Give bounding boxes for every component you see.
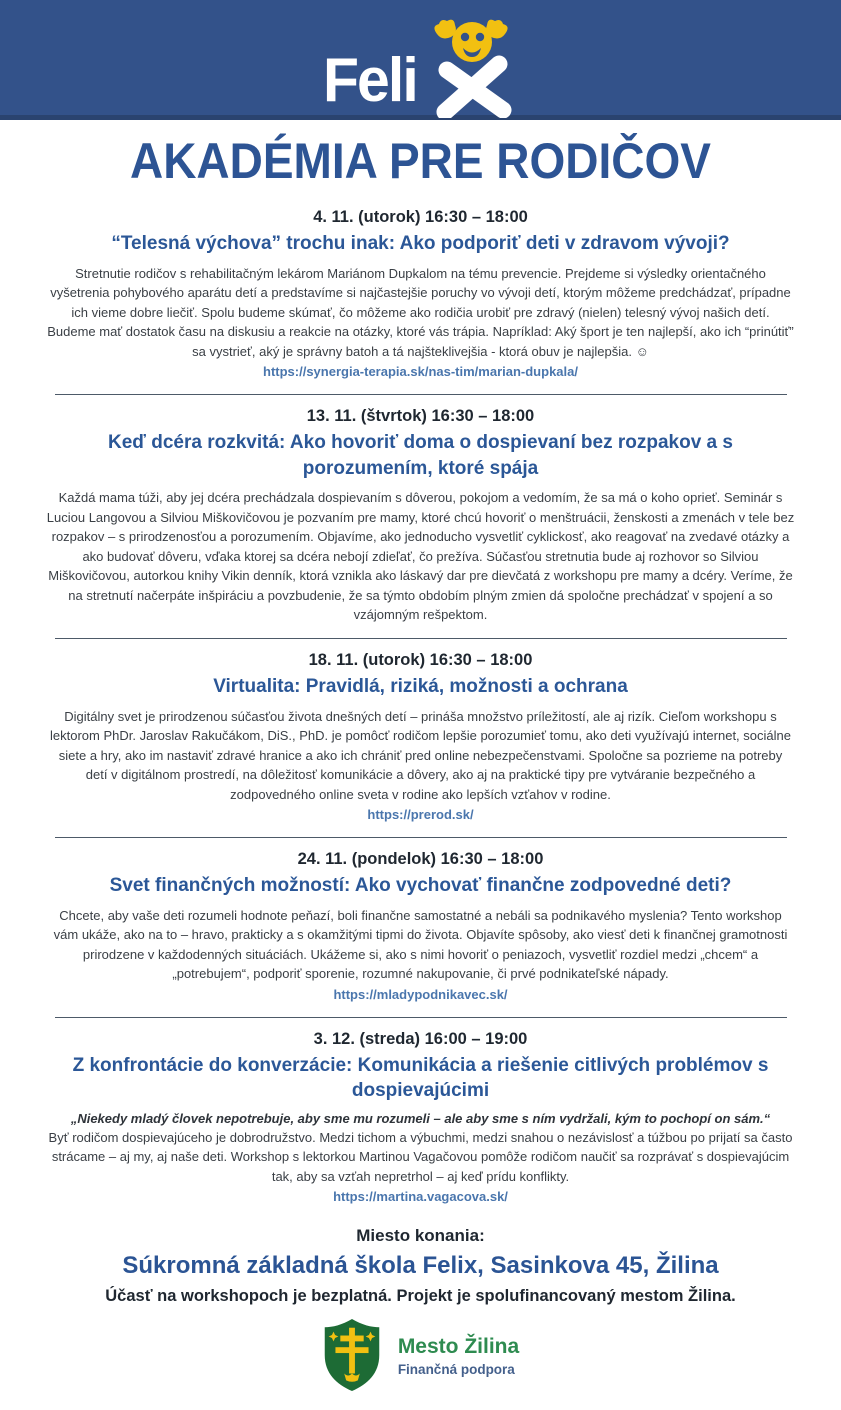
session-description: Chcete, aby vaše deti rozumeli hodnote peňazí, boli finančne samostatné a nebáli sa podnikavého myslenia? Tento workshop vám ukáže, ako na to – hravo, prakticky a s okamžitými tipmi do života. Objavíte spôsoby, ako viesť deti k finančnej gramotnosti prirodzene v každodenných situáciách. Ukážeme si, ako s nimi hovoriť o peniazoch, vysvetliť rozdiel medzi „chcem“ a „potrebujem“, podporiť sporenie, rozumné nakupovanie, či prvé podnikateľské nápady. — [53, 907, 788, 982]
page-title: AKADÉMIA PRE RODIČOV — [129, 133, 712, 189]
session-date: 13. 11. (štvrtok) 16:30 – 18:00 — [306, 407, 535, 426]
sponsor-text — [398, 1334, 519, 1377]
session-description: Byť rodičom dospievajúceho je dobrodružstvo. Medzi tichom a výbuchmi, medzi snahou o nezávislosť a túžbou po prijatí sa často strácame – aj my, aj naše deti. Workshop s lektorkou Martinou Vagačovou pomôže rodičom naučiť sa rozprávať s dospievajúcim tak, aby sa vzťah nepretrhol – aj keď prídu konflikty. — [48, 1129, 793, 1184]
session-link[interactable]: https://martina.vagacova.sk/ — [333, 1189, 508, 1205]
session-title: Virtualita: Pravidlá, riziká, možnosti a ochrana — [213, 675, 628, 697]
session-item — [0, 841, 841, 1014]
session-description: Digitálny svet je prirodzenou súčasťou života dnešných detí – prináša množstvo príležitostí, ale aj rizík. Cieľom workshopu s lektorom PhDr. Jaroslav Rakučákom, DiS., PhD. je pomôcť rodičom lepšie porozumieť tomu, ako deti využívajú internet, sociálne siete a hry, ako im nastaviť zdravé hranice a ako ich chrániť pred online nebezpečenstvami. Spoločne sa pozrieme na potreby detí v digitálnom prostredí, na dôležitosť komunikácie a dôvery, ako aj na praktické tipy pre vytváranie bezpečného a zodpovedného online sveta v rodine ako lepších vzťahov v rodine. — [50, 708, 791, 802]
felix-logo — [318, 12, 523, 115]
section-divider — [55, 837, 787, 838]
session-title: Z konfrontácie do konverzácie: Komunikácia a riešenie citlivých problémov s dospievajúcimi — [72, 1054, 769, 1102]
session-title: “Telesná výchova” trochu inak: Ako podporiť deti v zdravom vývoji? — [111, 233, 730, 254]
sponsor-logo — [0, 1318, 841, 1410]
session-title: Svet finančných možností: Ako vychovať finančne zodpovedné deti? — [109, 875, 732, 897]
sponsor-subtitle: Finančná podpora — [397, 1362, 515, 1378]
session-item — [0, 398, 841, 635]
header-banner — [0, 0, 841, 120]
session-date: 3. 12. (streda) 16:00 – 19:00 — [313, 1029, 528, 1048]
venue-name: Súkromná základná škola Felix, Sasinkova 45, Žilina — [122, 1252, 719, 1280]
section-divider — [55, 1017, 787, 1018]
section-divider — [55, 638, 787, 639]
session-link[interactable]: https://prerod.sk/ — [367, 807, 474, 823]
session-title: Keď dcéra rozkvitá: Ako hovoriť doma o dospievaní bez rozpakov a s porozumením, ktoré spája — [108, 432, 733, 479]
venue-label: Miesto konania: — [356, 1226, 485, 1246]
sponsor-name: Mesto Žilina — [397, 1334, 520, 1358]
session-link[interactable]: https://mladypodnikavec.sk/ — [333, 986, 508, 1002]
session-date: 4. 11. (utorok) 16:30 – 18:00 — [313, 208, 528, 226]
session-item — [0, 642, 841, 834]
venue-note: Účasť na workshopoch je bezplatná. Projekt je spolufinancovaný mestom Žilina. — [105, 1287, 736, 1306]
session-date: 18. 11. (utorok) 16:30 – 18:00 — [308, 650, 533, 669]
felix-mascot-icon — [419, 18, 523, 118]
felix-logo-text: Feli — [323, 45, 417, 115]
zilina-coat-of-arms-icon — [322, 1318, 382, 1392]
session-description: Stretnutie rodičov s rehabilitačným lekárom Mariánom Dupkalom na tému prevencie. Prejdeme si výsledky orientačného vyšetrenia pohybového aparátu detí a predstavíme si najčastejšie poruchy vo vývoji detí, ktorým môžeme predchádzať, prípadne ich vieme dobre liečiť. Spolu budeme skúmať, čo môžeme ako rodičia urobiť pre zdravý (nielen) telesný vývoj našich detí. Budeme mať dostatok času na diskusiu a reakcie na otázky, ktoré vás trápia. Napríklad: Aký šport je ten najlepší, ako ich “prinútiť” sa vystrieť, aký je správny batoh a tá najšteklivejšia - ktorá obuv je najlepšia. ☺ — [47, 265, 794, 359]
session-item — [0, 199, 841, 391]
footer — [0, 1216, 841, 1410]
session-date: 24. 11. (pondelok) 16:30 – 18:00 — [297, 850, 544, 869]
sessions-list — [0, 195, 841, 1216]
session-item — [0, 1021, 841, 1217]
section-divider — [55, 394, 787, 395]
session-link[interactable]: https://synergia-terapia.sk/nas-tim/marian-dupkala/ — [263, 364, 578, 380]
session-description: Každá mama túži, aby jej dcéra prechádzala dospievaním s dôverou, pokojom a vedomím, že sa má o koho oprieť. Seminár s Luciou Langovou a Silviou Miškovičovou je pozvaním pre mamy, ktoré chcú hovoriť o menštruácii, ženskosti a zmenách v tele bez rozpakov – s prirodzenosťou a porozumením. Objavíme, ako jednoducho vysvetliť cyklickosť, ako reagovať na zvedavé otázky a ako budovať dôveru, vďaka ktorej sa dcéra nebojí zdieľať, čo prežíva. Súčasťou stretnutia bude aj rozhovor so Silviou Miškovičovou, autorkou knihy Vikin denník, ktorá vznikla ako láskavý dar pre dievčatá z workshopu pre mamy a dcéry. Veríme, že na stretnutí načerpáte inšpiráciu a povzbudenie, že sa týmto obdobím plným zmien dá spoločne prechádzať v spojení a so vzájomným rešpektom. — [46, 490, 795, 623]
session-quote: „Niekedy mladý človek nepotrebuje, aby sme mu rozumeli – ale aby sme s ním vydržali, kým to pochopí on sám.“ — [70, 1110, 771, 1126]
